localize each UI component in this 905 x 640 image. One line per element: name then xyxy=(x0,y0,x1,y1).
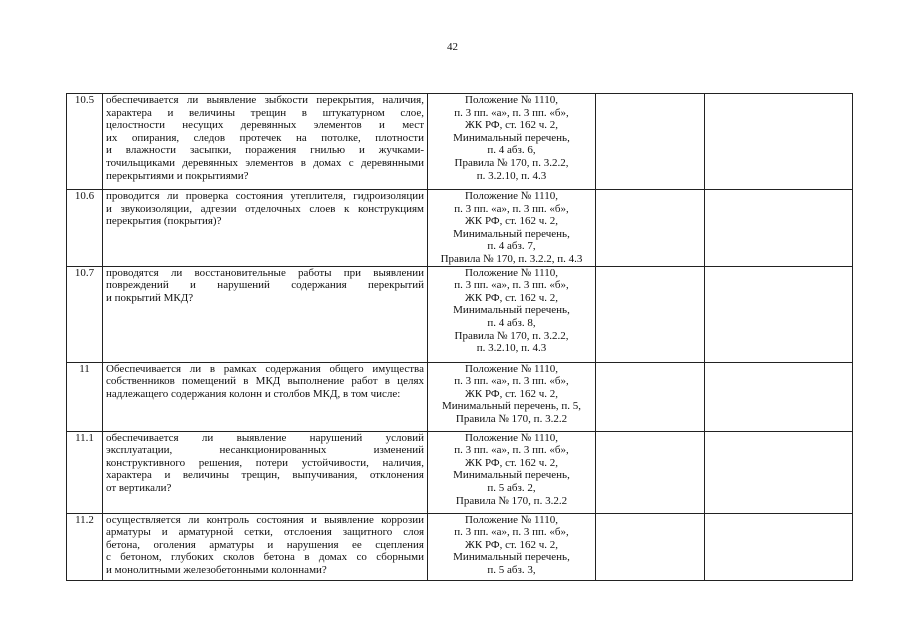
legal-references xyxy=(428,94,596,190)
legal-references xyxy=(428,362,596,431)
requirement-text xyxy=(103,266,428,362)
legal-reference-line: Минимальный перечень, п. 5, xyxy=(441,400,582,413)
notes-cell[interactable] xyxy=(705,266,853,362)
requirement-text-line: Обеспечивается ли в рамках содержания общего имущества xyxy=(106,362,424,375)
legal-references xyxy=(428,190,596,267)
legal-references xyxy=(428,266,596,362)
legal-reference-line: Положение № 1110, xyxy=(465,94,558,106)
requirement-text-line: их опирания, следов протечек на потолке, плотности xyxy=(106,131,424,144)
notes-cell[interactable] xyxy=(705,431,853,513)
legal-reference-line: п. 4 абз. 6, xyxy=(487,144,536,157)
requirement-text xyxy=(103,94,428,190)
legal-reference-line: Положение № 1110, xyxy=(465,362,558,375)
requirement-text-line: и монолитными железобетонными колоннами? xyxy=(106,563,327,576)
table-row xyxy=(67,431,853,513)
legal-reference-line: Положение № 1110, xyxy=(465,431,558,444)
table-row xyxy=(67,513,853,580)
legal-reference-line: Положение № 1110, xyxy=(465,513,558,526)
requirement-text-line: конструктивного решения, потери устойчивости, наличия, xyxy=(106,456,424,469)
legal-reference-line: Положение № 1110, xyxy=(465,266,558,279)
notes-cell[interactable] xyxy=(705,513,853,580)
legal-reference-line: ЖК РФ, ст. 162 ч. 2, xyxy=(465,456,558,469)
legal-reference-line: Правила № 170, п. 3.2.2, п. 4.3 xyxy=(440,252,583,265)
answer-cell[interactable] xyxy=(596,190,705,267)
requirement-text-line: характера и величины трещин в штукатурном слое, xyxy=(106,106,424,119)
requirement-text-line: целостности несущих деревянных элементов и мест xyxy=(106,119,424,132)
legal-reference-line: Правила № 170, п. 3.2.2, xyxy=(454,156,569,169)
legal-reference-line: Минимальный перечень, xyxy=(453,469,570,482)
legal-reference-line: п. 4 абз. 7, xyxy=(487,240,536,253)
legal-reference-line: п. 3 пп. «а», п. 3 пп. «б», xyxy=(454,526,569,539)
table-row xyxy=(67,94,853,190)
legal-reference-line: п. 5 абз. 3, xyxy=(487,563,536,576)
legal-reference-line: ЖК РФ, ст. 162 ч. 2, xyxy=(465,215,558,228)
answer-cell[interactable] xyxy=(596,431,705,513)
requirement-text-line: обеспечивается ли выявление нарушений условий xyxy=(106,431,424,444)
legal-reference-line: п. 4 абз. 8, xyxy=(487,316,536,329)
requirement-text-line: повреждений и нарушений содержания перекрытий xyxy=(106,279,424,292)
requirement-text xyxy=(103,190,428,267)
requirement-text xyxy=(103,431,428,513)
requirement-text-line: перекрытия (покрытия)? xyxy=(106,215,222,228)
legal-references xyxy=(428,431,596,513)
answer-cell[interactable] xyxy=(596,94,705,190)
requirement-text-line: и покрытий МКД? xyxy=(106,291,194,304)
legal-reference-line: Минимальный перечень, xyxy=(453,304,570,317)
answer-cell[interactable] xyxy=(596,513,705,580)
legal-reference-line: п. 3 пп. «а», п. 3 пп. «б», xyxy=(454,279,569,292)
legal-reference-line: п. 3 пп. «а», п. 3 пп. «б», xyxy=(454,106,569,119)
row-number: 11 xyxy=(67,362,103,431)
legal-reference-line: ЖК РФ, ст. 162 ч. 2, xyxy=(465,387,558,400)
notes-cell[interactable] xyxy=(705,190,853,267)
legal-reference-line: п. 3 пп. «а», п. 3 пп. «б», xyxy=(454,202,569,215)
legal-references xyxy=(428,513,596,580)
requirement-text-line: характера и величины трещин, выпучивания, отклонения xyxy=(106,469,424,482)
notes-cell[interactable] xyxy=(705,362,853,431)
requirement-text-line: осуществляется ли контроль состояния и выявление коррозии xyxy=(106,513,424,526)
legal-reference-line: Минимальный перечень, xyxy=(453,551,570,564)
legal-reference-line: Правила № 170, п. 3.2.2 xyxy=(455,412,568,425)
notes-cell[interactable] xyxy=(705,94,853,190)
requirement-text-line: точильщиками деревянных элементов в домах с деревянными xyxy=(106,156,424,169)
requirement-text-line: и влажности засыпки, поражения гнилью и жучками- xyxy=(106,144,424,157)
legal-reference-line: Правила № 170, п. 3.2.2, xyxy=(454,329,569,342)
page-number: 42 xyxy=(447,41,458,53)
legal-reference-line: Минимальный перечень, xyxy=(453,227,570,240)
requirement-text-line: перекрытиями и покрытиями? xyxy=(106,169,249,182)
legal-reference-line: Минимальный перечень, xyxy=(453,131,570,144)
checklist-table xyxy=(66,93,853,581)
requirement-text-line: и звукоизоляции, адгезии отделочных слоев к конструкциям xyxy=(106,202,424,215)
requirement-text-line: надлежащего содержания колонн и столбов МКД, в том числе: xyxy=(106,387,401,400)
answer-cell[interactable] xyxy=(596,362,705,431)
requirement-text xyxy=(103,362,428,431)
requirement-text-line: бетона, оголения арматуры и нарушения ее сцепления xyxy=(106,538,424,551)
requirement-text-line: эксплуатации, несанкционированных изменений xyxy=(106,444,424,457)
legal-reference-line: ЖК РФ, ст. 162 ч. 2, xyxy=(465,119,558,132)
row-number: 10.5 xyxy=(67,94,103,190)
answer-cell[interactable] xyxy=(596,266,705,362)
requirement-text-line: от вертикали? xyxy=(106,481,172,494)
table-row xyxy=(67,266,853,362)
legal-reference-line: Положение № 1110, xyxy=(465,190,558,202)
row-number: 10.7 xyxy=(67,266,103,362)
legal-reference-line: Правила № 170, п. 3.2.2 xyxy=(455,494,568,507)
requirement-text xyxy=(103,513,428,580)
row-number: 11.2 xyxy=(67,513,103,580)
table-row xyxy=(67,362,853,431)
row-number: 11.1 xyxy=(67,431,103,513)
requirement-text-line: собственников помещений в МКД выполнение работ в целях xyxy=(106,375,424,388)
legal-reference-line: ЖК РФ, ст. 162 ч. 2, xyxy=(465,538,558,551)
table-row xyxy=(67,190,853,267)
requirement-text-line: проводится ли проверка состояния утеплителя, гидроизоляции xyxy=(106,190,424,202)
legal-reference-line: п. 3.2.10, п. 4.3 xyxy=(476,342,547,355)
row-number: 10.6 xyxy=(67,190,103,267)
legal-reference-line: п. 3.2.10, п. 4.3 xyxy=(476,169,547,182)
legal-reference-line: ЖК РФ, ст. 162 ч. 2, xyxy=(465,291,558,304)
legal-reference-line: п. 5 абз. 2, xyxy=(487,481,536,494)
legal-reference-line: п. 3 пп. «а», п. 3 пп. «б», xyxy=(454,375,569,388)
requirement-text-line: обеспечивается ли выявление зыбкости перекрытия, наличия, xyxy=(106,94,424,106)
requirement-text-line: с бетоном, глубоких сколов бетона в домах со сборными xyxy=(106,551,424,564)
legal-reference-line: п. 3 пп. «а», п. 3 пп. «б», xyxy=(454,444,569,457)
requirement-text-line: проводятся ли восстановительные работы при выявлении xyxy=(106,266,424,279)
requirement-text-line: арматуры и арматурной сетки, отслоения защитного слоя xyxy=(106,526,424,539)
